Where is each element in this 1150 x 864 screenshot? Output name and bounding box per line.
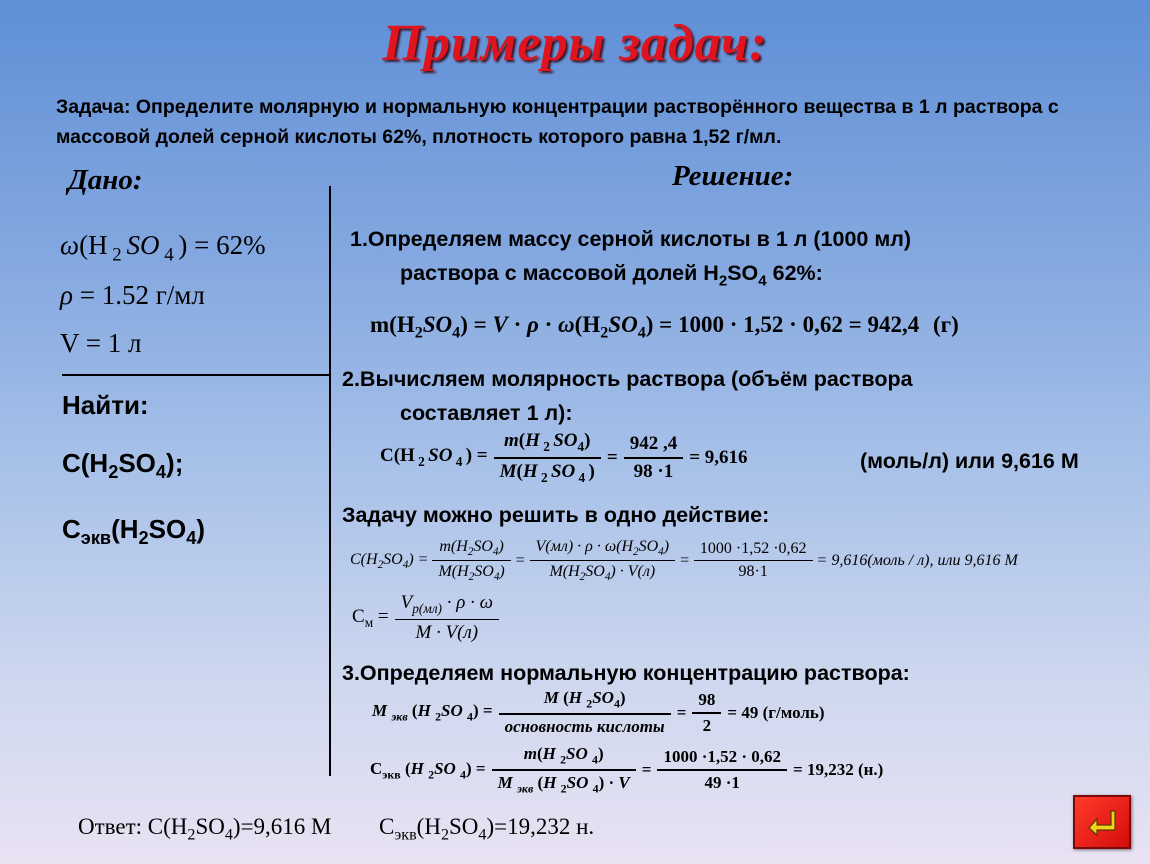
- molarity-unit: (моль/л) или 9,616 М: [860, 449, 1079, 473]
- step1-line2-tail: 62%:: [766, 261, 823, 285]
- equation-molarity: C(H $_2$ SO $_4$ ) = $\frac{m(H _2 SO_4)}{M(H _2 SO _4 )}$ = $\frac{942 ,4}{98 \cdot 1}$ = 9,616: [380, 430, 748, 485]
- given-rho: ρ = 1.52 г/мл: [60, 280, 205, 310]
- given-divider: [62, 374, 330, 376]
- problem-statement: Задача: Определите молярную и нормальную концентрации растворённого вещества в 1 л раствора с массовой долей серной кислоты 62%, плотность которого равна 1,52 г/мл.: [56, 96, 1059, 148]
- find-normality-sub: экв: [80, 528, 112, 549]
- step1-line2: раствора с массовой долей $H_2SO_4$ 62%:: [400, 261, 823, 290]
- answer-normality-sub: экв: [394, 826, 417, 844]
- equation-one-action-result: = 9,616(моль / л), или 9,616 М: [816, 551, 1018, 569]
- equation-molarity-result: = 9,616: [689, 446, 748, 468]
- equation-cm-formula: $C_м$ = $\frac{V_{р(мл)} \cdot \rho \cdot \omega}{M \cdot V(л)}$: [352, 592, 499, 644]
- equation-mass-unit: (г): [932, 312, 959, 337]
- page-title: Примеры задач:: [382, 15, 768, 72]
- equation-mass: $m(H_2SO_4) = V \cdot \rho \cdot \omega(H_2SO_4) = 1000 \cdot 1,52 \cdot 0,62 = 942,4$ (г): [370, 312, 959, 342]
- equation-mass-rhs: = 1000 · 1,52 · 0,62 = 942,4: [659, 312, 920, 337]
- answer: Ответ: $C(H_2SO_4)=9,616$ М $C_{экв}(H_2SO_4)=19,232$ н.: [78, 814, 595, 844]
- answer-normality-c: C: [379, 814, 395, 839]
- return-button[interactable]: [1073, 795, 1131, 849]
- one-action-text: Задачу можно решить в одно действие:: [342, 503, 770, 527]
- given-omega: ω(H $_2$ SO $_4$ ) = 62%: [60, 230, 266, 266]
- given-header: Дано:: [68, 164, 143, 196]
- equation-normality-num: 1000 ·1,52 · 0,62: [657, 747, 787, 771]
- find-normality-c: C: [62, 514, 81, 544]
- answer-molarity-value: )=9,616 М: [232, 814, 332, 839]
- answer-normality-value: )=19,232 н.: [486, 814, 595, 839]
- given-omega-value: = 62%: [194, 230, 266, 260]
- equation-normality: $C_{экв}$ (H $_2$SO $_4$) = $\frac{m(H _2SO _4)}{M _{экв} (H _2SO _4) \cdot V}$ = $\frac{1000 \cdot 1,52 \cdot 0,62}{49 \cdot 1}$ = 19,232 (н.): [370, 744, 884, 796]
- find-molarity: $C(H_2SO_4)$;: [62, 448, 184, 483]
- equation-equivalent-mass-num2: 98: [692, 690, 721, 714]
- step2-line2: составляет 1 л):: [400, 401, 573, 425]
- find-normality-so: SO: [148, 514, 187, 544]
- equation-equivalent-mass-den2: 2: [702, 715, 712, 735]
- find-molarity-so: SO: [118, 448, 156, 478]
- equation-equivalent-mass-den: основность кислоты: [504, 717, 665, 737]
- equation-molarity-num: 942 ,4: [624, 433, 684, 459]
- equation-normality-den: 49 ·1: [704, 773, 740, 793]
- return-arrow-icon: [1085, 807, 1119, 837]
- given-volume: V = 1 л: [60, 328, 142, 358]
- answer-molarity-so: SO: [195, 814, 225, 839]
- answer-normality-h: (H: [416, 814, 441, 839]
- step1-line1: 1.Определяем массу серной кислоты в 1 л (1000 мл): [350, 227, 912, 251]
- step3-text: 3.Определяем нормальную концентрацию раствора:: [342, 661, 910, 685]
- equation-one-action-num: 1000 ·1,52 ·0,62: [694, 540, 813, 561]
- find-normality-end: ): [196, 514, 206, 544]
- find-normality-h: (H: [111, 514, 139, 544]
- step1-line2-text: раствора с массовой долей H: [400, 261, 719, 285]
- find-header: Найти:: [62, 390, 149, 420]
- given-volume-value: = 1 л: [85, 328, 142, 358]
- equation-equivalent-mass-result: = 49 (г/моль): [727, 702, 825, 722]
- equation-one-action: $C(H_2SO_4)$ = $\frac{m(H_2SO_4)}{M(H_2SO_4)}$ = $\frac{V(мл) \cdot \rho \cdot \omega(H_2SO_4)}{M(H_2SO_4) \cdot V(л)}$ = $\frac{1000 \cdot 1,52 \cdot 0,62}{98\cdot 1}$ = 9,616(моль / л), или 9,616 М: [350, 538, 1018, 584]
- find-normality: $C_{экв}(H_2SO_4)$: [62, 514, 206, 549]
- solution-header: Решение:: [672, 160, 794, 192]
- equation-one-action-den: 98·1: [738, 563, 768, 581]
- find-molarity-end: );: [166, 448, 184, 478]
- find-molarity-c: C(H: [62, 448, 109, 478]
- equation-equivalent-mass: M $_{экв}$ (H $_2$SO $_4$) = $\frac{M (H _2SO_4)}{\text{основность кислоты}}$ = $\frac{98}{2}$ = 49 (г/моль): [372, 688, 825, 737]
- answer-molarity-prefix: Ответ: C(H: [78, 814, 188, 839]
- equation-molarity-den: 98 ·1: [633, 460, 674, 482]
- given-rho-value: = 1.52 г/мл: [79, 280, 205, 310]
- answer-normality-so: SO: [449, 814, 479, 839]
- step2-line1: 2.Вычисляем молярность раствора (объём раствора: [342, 367, 913, 391]
- equation-normality-result: = 19,232 (н.): [793, 760, 884, 780]
- column-divider: [329, 186, 331, 776]
